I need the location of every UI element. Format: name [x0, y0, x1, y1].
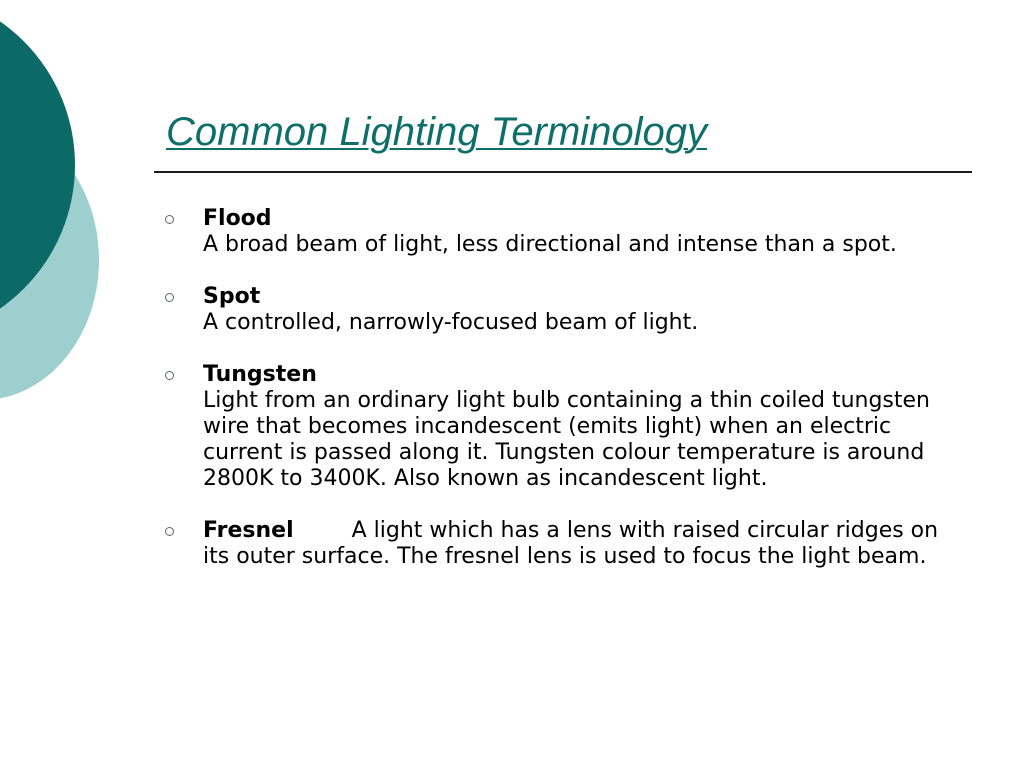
- term-name: Spot: [203, 284, 261, 309]
- term-item-spot: [165, 284, 965, 336]
- term-list: [165, 206, 965, 596]
- term-definition: A controlled, narrowly-focused beam of light.: [203, 310, 699, 335]
- term-item-flood: [165, 206, 965, 258]
- term-definition: A broad beam of light, less directional and intense than a spot.: [203, 232, 897, 257]
- term-item-tungsten: [165, 362, 965, 492]
- hollow-circle-bullet-icon: [165, 293, 174, 302]
- hollow-circle-bullet-icon: [165, 527, 174, 536]
- term-name: Fresnel: [203, 518, 294, 543]
- term-name: Tungsten: [203, 362, 317, 387]
- term-item-fresnel: [165, 518, 965, 570]
- hollow-circle-bullet-icon: [165, 371, 174, 380]
- term-name: Flood: [203, 206, 272, 231]
- term-definition: A light which has a lens with raised circular ridges on its outer surface. The fresnel lens is used to focus the light beam.: [203, 518, 939, 569]
- hollow-circle-bullet-icon: [165, 215, 174, 224]
- term-definition: Light from an ordinary light bulb containing a thin coiled tungsten wire that becomes incandescent (emits light) when an electric current is passed along it. Tungsten colour temperature is around 2800K to 3400K. Also known as incandescent light.: [203, 388, 930, 491]
- slide-title: Common Lighting Terminology: [166, 110, 708, 154]
- title-underline-rule: [154, 171, 972, 173]
